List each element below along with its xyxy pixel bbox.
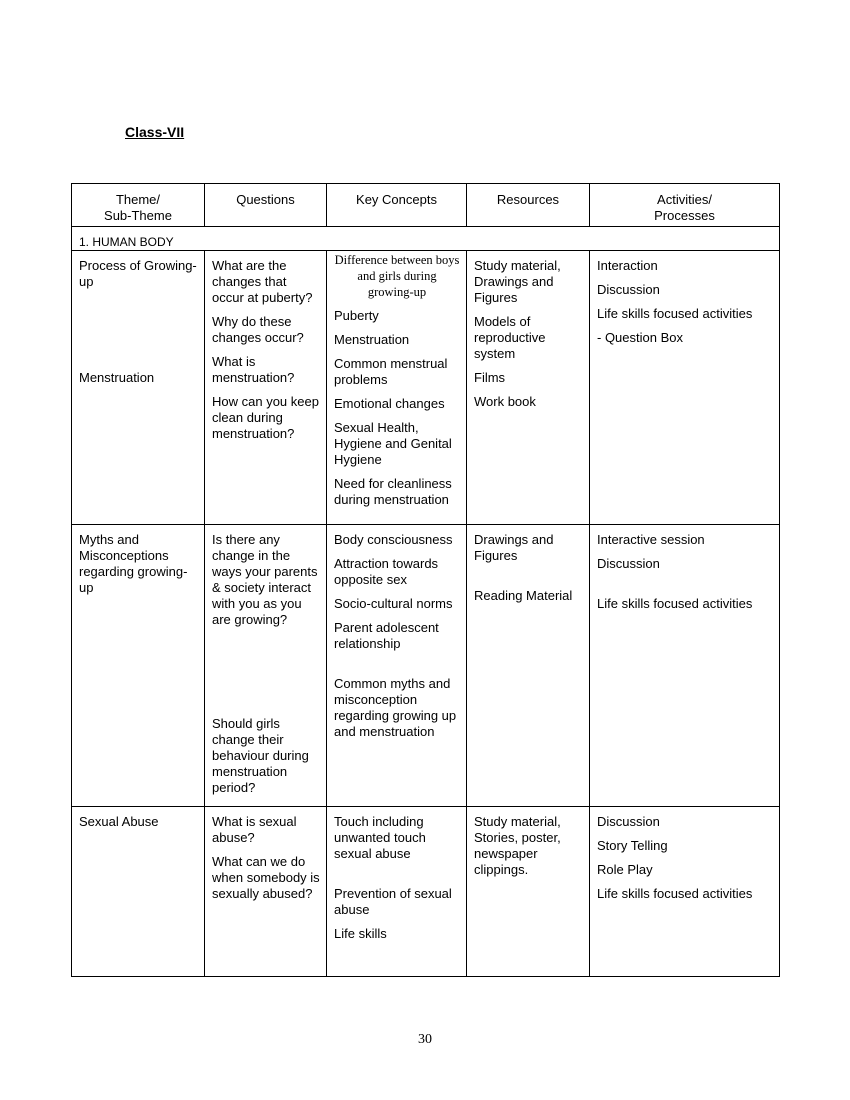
activity-item: Role Play: [597, 862, 653, 877]
resource-item: Films: [474, 370, 506, 385]
activity-item: Discussion: [597, 814, 660, 829]
header-resources: Resources: [467, 184, 590, 227]
activity-item: - Question Box: [597, 330, 683, 345]
resource-item: Reading Material: [474, 588, 573, 603]
theme-item: Sexual Abuse: [79, 814, 159, 829]
concept-item: Socio-cultural norms: [334, 596, 453, 611]
curriculum-table: [71, 183, 780, 977]
question-item: What is menstruation?: [212, 354, 295, 385]
concept-item: Common myths and misconception regarding growing up and menstruation: [334, 676, 457, 739]
concept-item: Emotional changes: [334, 396, 445, 411]
questions-cell: [205, 807, 327, 977]
activity-item: Story Telling: [597, 838, 668, 853]
resources-cell: [467, 807, 590, 977]
header-theme-line1: Theme/: [115, 192, 161, 207]
activity-item: Life skills focused activities: [597, 306, 753, 321]
resource-item: Models of reproductive system: [474, 314, 546, 361]
activity-item: Interaction: [597, 258, 658, 273]
concept-item: Prevention of sexual abuse: [334, 886, 452, 917]
question-item: Is there any change in the ways your parents & society interact with you as you are growing?: [212, 532, 318, 627]
activities-cell: [590, 525, 780, 807]
page-number: 30: [418, 1032, 432, 1047]
header-theme: [72, 184, 205, 227]
question-item: What are the changes that occur at puberty?: [212, 258, 313, 305]
header-questions: Questions: [205, 184, 327, 227]
theme-cell: [72, 251, 205, 525]
theme-item: Myths and Misconceptions regarding growing-up: [79, 532, 188, 595]
activity-item: Interactive session: [597, 532, 705, 547]
resources-cell: [467, 525, 590, 807]
resources-cell: [467, 251, 590, 525]
page-title: Class-VII: [125, 124, 185, 140]
resource-item: Study material, Drawings and Figures: [474, 258, 561, 305]
section-title: 1. HUMAN BODY: [72, 227, 780, 251]
header-key-concepts: Key Concepts: [327, 184, 467, 227]
header-activities-line1: Activities/: [657, 192, 712, 207]
concept-item: Need for cleanliness during menstruation: [334, 476, 452, 507]
header-activities: [590, 184, 780, 227]
question-item: Why do these changes occur?: [212, 314, 304, 345]
concepts-cell: [327, 807, 467, 977]
activity-item: Discussion: [597, 282, 660, 297]
activity-item: Life skills focused activities: [597, 886, 753, 901]
concept-item: Parent adolescent relationship: [334, 620, 439, 651]
concept-item: Life skills: [334, 926, 387, 941]
concept-note: Difference between boys and girls during growing-up: [334, 253, 460, 299]
activity-item: Discussion: [597, 556, 660, 571]
header-theme-line2: Sub-Theme: [104, 208, 172, 223]
table-header-row: [72, 184, 780, 227]
theme-item: Process of Growing-up: [79, 258, 197, 289]
question-item: What can we do when somebody is sexually abused?: [212, 854, 320, 901]
activities-cell: [590, 807, 780, 977]
concept-item: Sexual Health, Hygiene and Genital Hygiene: [334, 420, 452, 467]
question-item: Should girls change their behaviour during menstruation period?: [212, 716, 309, 795]
question-item: How can you keep clean during menstruation?: [212, 394, 319, 441]
table-row: [72, 525, 780, 807]
section-row: [72, 227, 780, 251]
resource-item: Study material, Stories, poster, newspaper clippings.: [474, 814, 561, 877]
concept-item: Menstruation: [334, 332, 410, 347]
theme-cell: [72, 525, 205, 807]
activities-cell: [590, 251, 780, 525]
resource-item: Work book: [474, 394, 536, 409]
header-activities-line2: Processes: [654, 208, 715, 223]
questions-cell: [205, 525, 327, 807]
concept-item: Common menstrual problems: [334, 356, 448, 387]
concept-item: Attraction towards opposite sex: [334, 556, 439, 587]
activity-item: Life skills focused activities: [597, 596, 753, 611]
theme-item: Menstruation: [79, 370, 155, 385]
concepts-cell: [327, 525, 467, 807]
concept-item: Touch including unwanted touch sexual abuse: [334, 814, 426, 861]
table-row: [72, 251, 780, 525]
table-row: [72, 807, 780, 977]
concept-item: Body consciousness: [334, 532, 453, 547]
questions-cell: [205, 251, 327, 525]
concept-item: Puberty: [334, 308, 379, 323]
theme-cell: [72, 807, 205, 977]
resource-item: Drawings and Figures: [474, 532, 554, 563]
question-item: What is sexual abuse?: [212, 814, 297, 845]
concepts-cell: [327, 251, 467, 525]
